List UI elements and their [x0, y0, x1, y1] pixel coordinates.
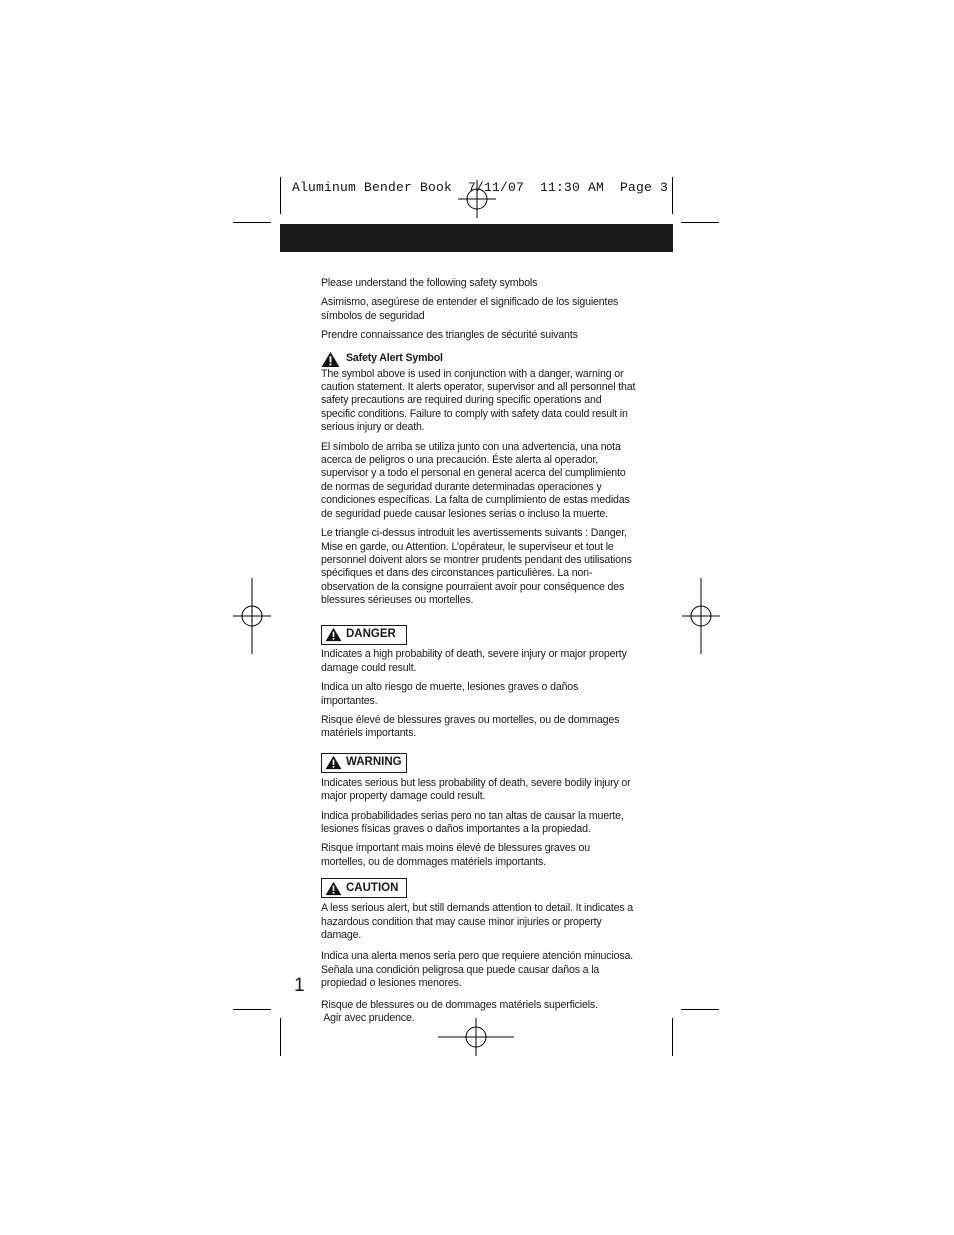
warning-french: Risque important mais moins élevé de blessures graves ou mortelles, ou de dommages matériels importants. — [321, 842, 590, 868]
danger-spanish: Indica un alto riesgo de muerte, lesiones graves o daños importantes. — [321, 681, 579, 707]
intro-french: Prendre connaissance des triangles de sécurité suivants — [321, 329, 578, 342]
crop-mark-top-left-vertical — [280, 177, 281, 214]
danger-english: Indicates a high probability of death, severe injury or major property damage could result. — [321, 648, 627, 674]
crop-mark-top-right-vertical — [672, 177, 673, 214]
caution-french-line1: Risque de blessures ou de dommages matériels superficiels. — [321, 998, 598, 1011]
warning-triangle-icon — [325, 755, 342, 770]
caution-french-line2: Agir avec prudence. — [321, 1011, 415, 1024]
crop-mark-top-right-horizontal — [681, 222, 719, 223]
warning-triangle-icon — [321, 351, 340, 368]
safety-alert-french: Le triangle ci-dessus introduit les avertissements suivants : Danger, Mise en garde, ou Attention. L’opérateur, le superviseur et tout le personnel doivent alors se montrer prudents pendant des utilisations spécifiques et dans des circonstances particulières. La non-observation de la consigne pourraient avoir pour conséquence des blessures sérieuses ou mortelles. — [321, 527, 632, 607]
safety-alert-heading — [321, 351, 636, 368]
crop-mark-bottom-right-horizontal — [681, 1009, 719, 1010]
warning-label: WARNING — [346, 756, 402, 769]
warning-signal-box — [321, 753, 407, 773]
danger-label: DANGER — [346, 627, 396, 640]
intro-spanish: Asimismo, asegúrese de entender el significado de los siguientes símbolos de seguridad — [321, 296, 619, 322]
warning-spanish: Indica probabilidades serias pero no tan altas de causar la muerte, lesiones físicas graves o daños importantes a la propiedad. — [321, 809, 624, 835]
danger-signal-box — [321, 625, 407, 645]
warning-triangle-icon — [325, 627, 342, 642]
safety-symbols-section — [321, 277, 636, 1025]
crop-mark-bottom-right-vertical — [672, 1018, 673, 1056]
crop-mark-bottom-left-horizontal — [233, 1009, 271, 1010]
safety-alert-english: The symbol above is used in conjunction with a danger, warning or caution statement. It alerts operator, supervisor and all personnel that safety precautions are required during specific operations and specific conditions. Failure to comply with safety data could result in serious injury or death. — [321, 367, 636, 434]
caution-spanish: Indica una alerta menos seria pero que requiere atención minuciosa. Señala una condición peligrosa que puede causar daños a la propiedad o lesiones menores. — [321, 950, 634, 990]
caution-signal-box — [321, 878, 407, 898]
section-header-bar — [280, 224, 673, 252]
safety-alert-title: Safety Alert Symbol — [346, 352, 443, 365]
print-slug: Aluminum Bender Book 7/11/07 11:30 AM Page 3 — [292, 180, 669, 195]
page-number: 1 — [294, 975, 305, 996]
registration-mark-left — [233, 578, 271, 654]
registration-mark-top — [458, 180, 496, 218]
caution-label: CAUTION — [346, 881, 399, 894]
warning-triangle-icon — [325, 881, 342, 896]
registration-mark-right — [682, 578, 720, 654]
crop-mark-bottom-left-vertical — [280, 1018, 281, 1056]
crop-mark-top-left-horizontal — [233, 222, 271, 223]
caution-english: A less serious alert, but still demands attention to detail. It indicates a hazardous condition that may cause minor injuries or property damage. — [321, 902, 634, 941]
danger-french: Risque élevé de blessures graves ou mortelles, ou de dommages matériels importants. — [321, 714, 620, 740]
safety-alert-spanish: El símbolo de arriba se utiliza junto con una advertencia, una nota acerca de peligros o una precaución. Éste alerta al operador, supervisor y a todo el personal en general acerca del cumplimiento de normas de seguridad durante determinadas operaciones y condiciones específicas. La falta de cumplimiento de estas medidas de seguridad puede causar lesiones serias o incluso la muerte. — [321, 440, 630, 520]
intro-english: Please understand the following safety symbols — [321, 277, 538, 289]
warning-english: Indicates serious but less probability of death, severe bodily injury or major property damage could result. — [321, 776, 631, 803]
